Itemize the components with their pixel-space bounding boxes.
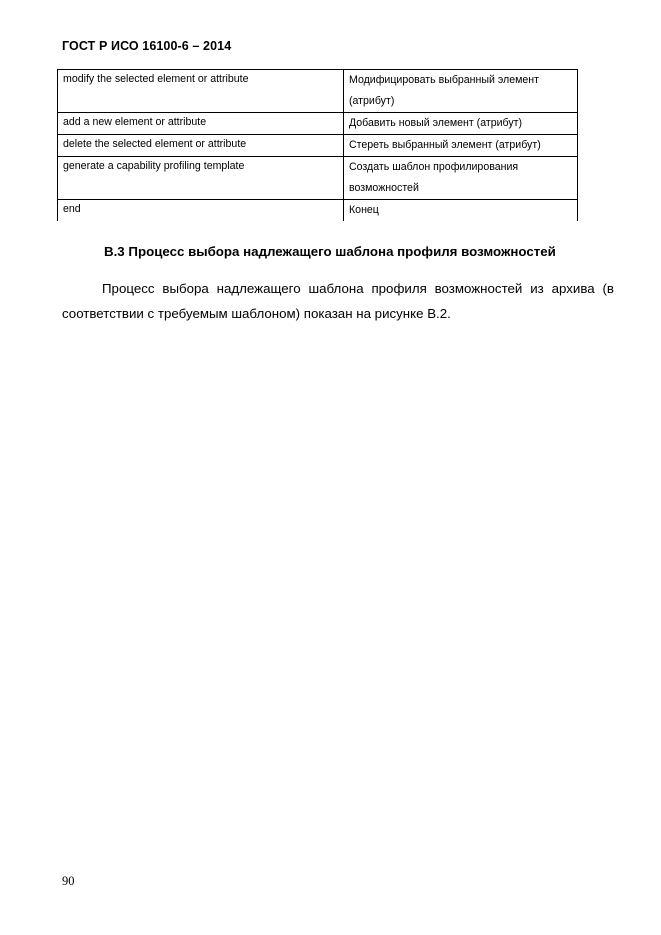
russian-term: Стереть выбранный элемент (атрибут) <box>349 139 541 151</box>
english-term: add a new element or attribute <box>63 116 207 128</box>
english-term-cell <box>58 70 344 113</box>
russian-term: Добавить новый элемент (атрибут) <box>349 117 523 129</box>
english-term: modify the selected element or attribute <box>63 73 249 85</box>
russian-term-cell <box>344 200 578 222</box>
english-term: generate a capability profiling template <box>63 160 245 172</box>
body-paragraph: Процесс выбора надлежащего шаблона профиля возможностей из архива (в соответствии с требуемым шаблоном) показан на рисунке В.2. <box>62 281 614 321</box>
table-row <box>58 113 578 135</box>
russian-term-cell <box>344 113 578 135</box>
russian-term: Модифицировать выбранный элемент (атрибут) <box>349 74 539 107</box>
table-row <box>58 70 578 113</box>
russian-term: Создать шаблон профилирования возможностей <box>349 161 519 194</box>
english-term-cell <box>58 157 344 200</box>
english-term-cell <box>58 200 344 222</box>
russian-term-cell <box>344 157 578 200</box>
english-term-cell <box>58 135 344 157</box>
english-term: end <box>63 203 81 215</box>
russian-term: Конец <box>349 204 379 216</box>
english-term: delete the selected element or attribute <box>63 138 247 150</box>
table-row <box>58 157 578 200</box>
english-term-cell <box>58 113 344 135</box>
russian-term-cell <box>344 135 578 157</box>
table-row <box>58 200 578 222</box>
term-translation-table <box>57 69 578 221</box>
document-header: ГОСТ Р ИСО 16100-6 – 2014 <box>62 39 232 53</box>
section-heading: В.3 Процесс выбора надлежащего шаблона профиля возможностей <box>104 244 556 259</box>
page-number: 90 <box>62 874 75 888</box>
table-row <box>58 135 578 157</box>
russian-term-cell <box>344 70 578 113</box>
